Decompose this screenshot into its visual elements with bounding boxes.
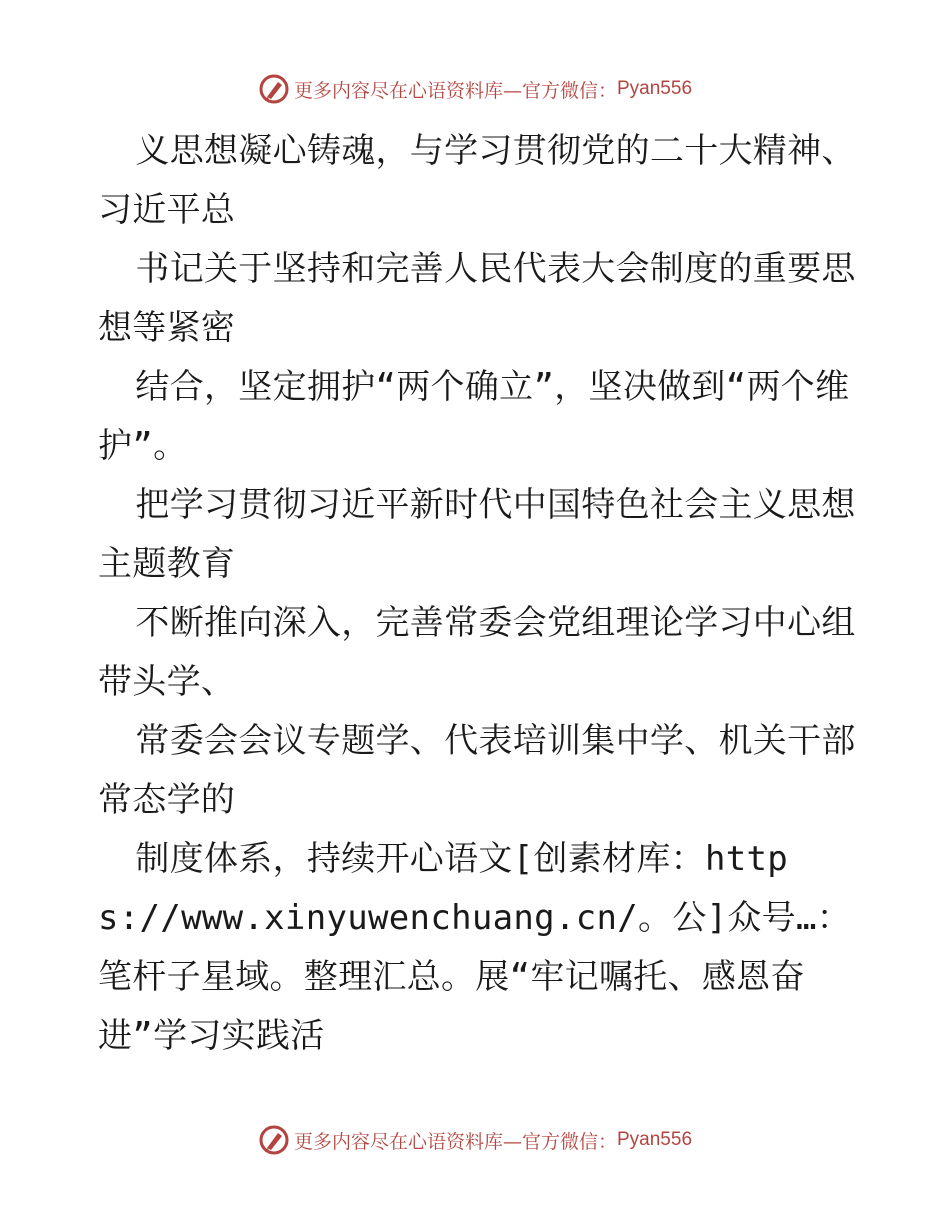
footer-banner-text: 更多内容尽在心语资料库—官方微信： [293, 1130, 617, 1153]
paragraph: 结合，坚定拥护“两个确立”，坚决做到“两个维护”。 [98, 367, 850, 466]
footer-banner [0, 1123, 950, 1157]
pen-logo-icon [258, 73, 290, 105]
paragraph: 不断推向深入，完善常委会党组理论学习中心组带头学、 [98, 603, 856, 702]
paragraph: 制度体系，持续开心语文[创素材库：https://www.xinyuwenchuang.cn/。公]众号…：笔杆子星域。整理汇总。展“牢记嘱托、感恩奋进”学习实践活 [98, 839, 852, 1056]
header-banner-text: 更多内容尽在心语资料库—官方微信： [293, 79, 617, 102]
paragraph: 义思想凝心铸魂，与学习贯彻党的二十大精神、习近平总 [98, 131, 856, 230]
document-body [98, 122, 858, 1066]
paragraph: 常委会会议专题学、代表培训集中学、机关干部常态学的 [98, 721, 856, 820]
footer-banner-id: Pyan556 [617, 1129, 693, 1150]
paragraph: 把学习贯彻习近平新时代中国特色社会主义思想主题教育 [98, 485, 856, 584]
header-banner-id: Pyan556 [617, 78, 693, 99]
pen-logo-icon [258, 1124, 290, 1156]
paragraph: 书记关于坚持和完善人民代表大会制度的重要思想等紧密 [98, 249, 856, 348]
header-banner [0, 72, 950, 106]
